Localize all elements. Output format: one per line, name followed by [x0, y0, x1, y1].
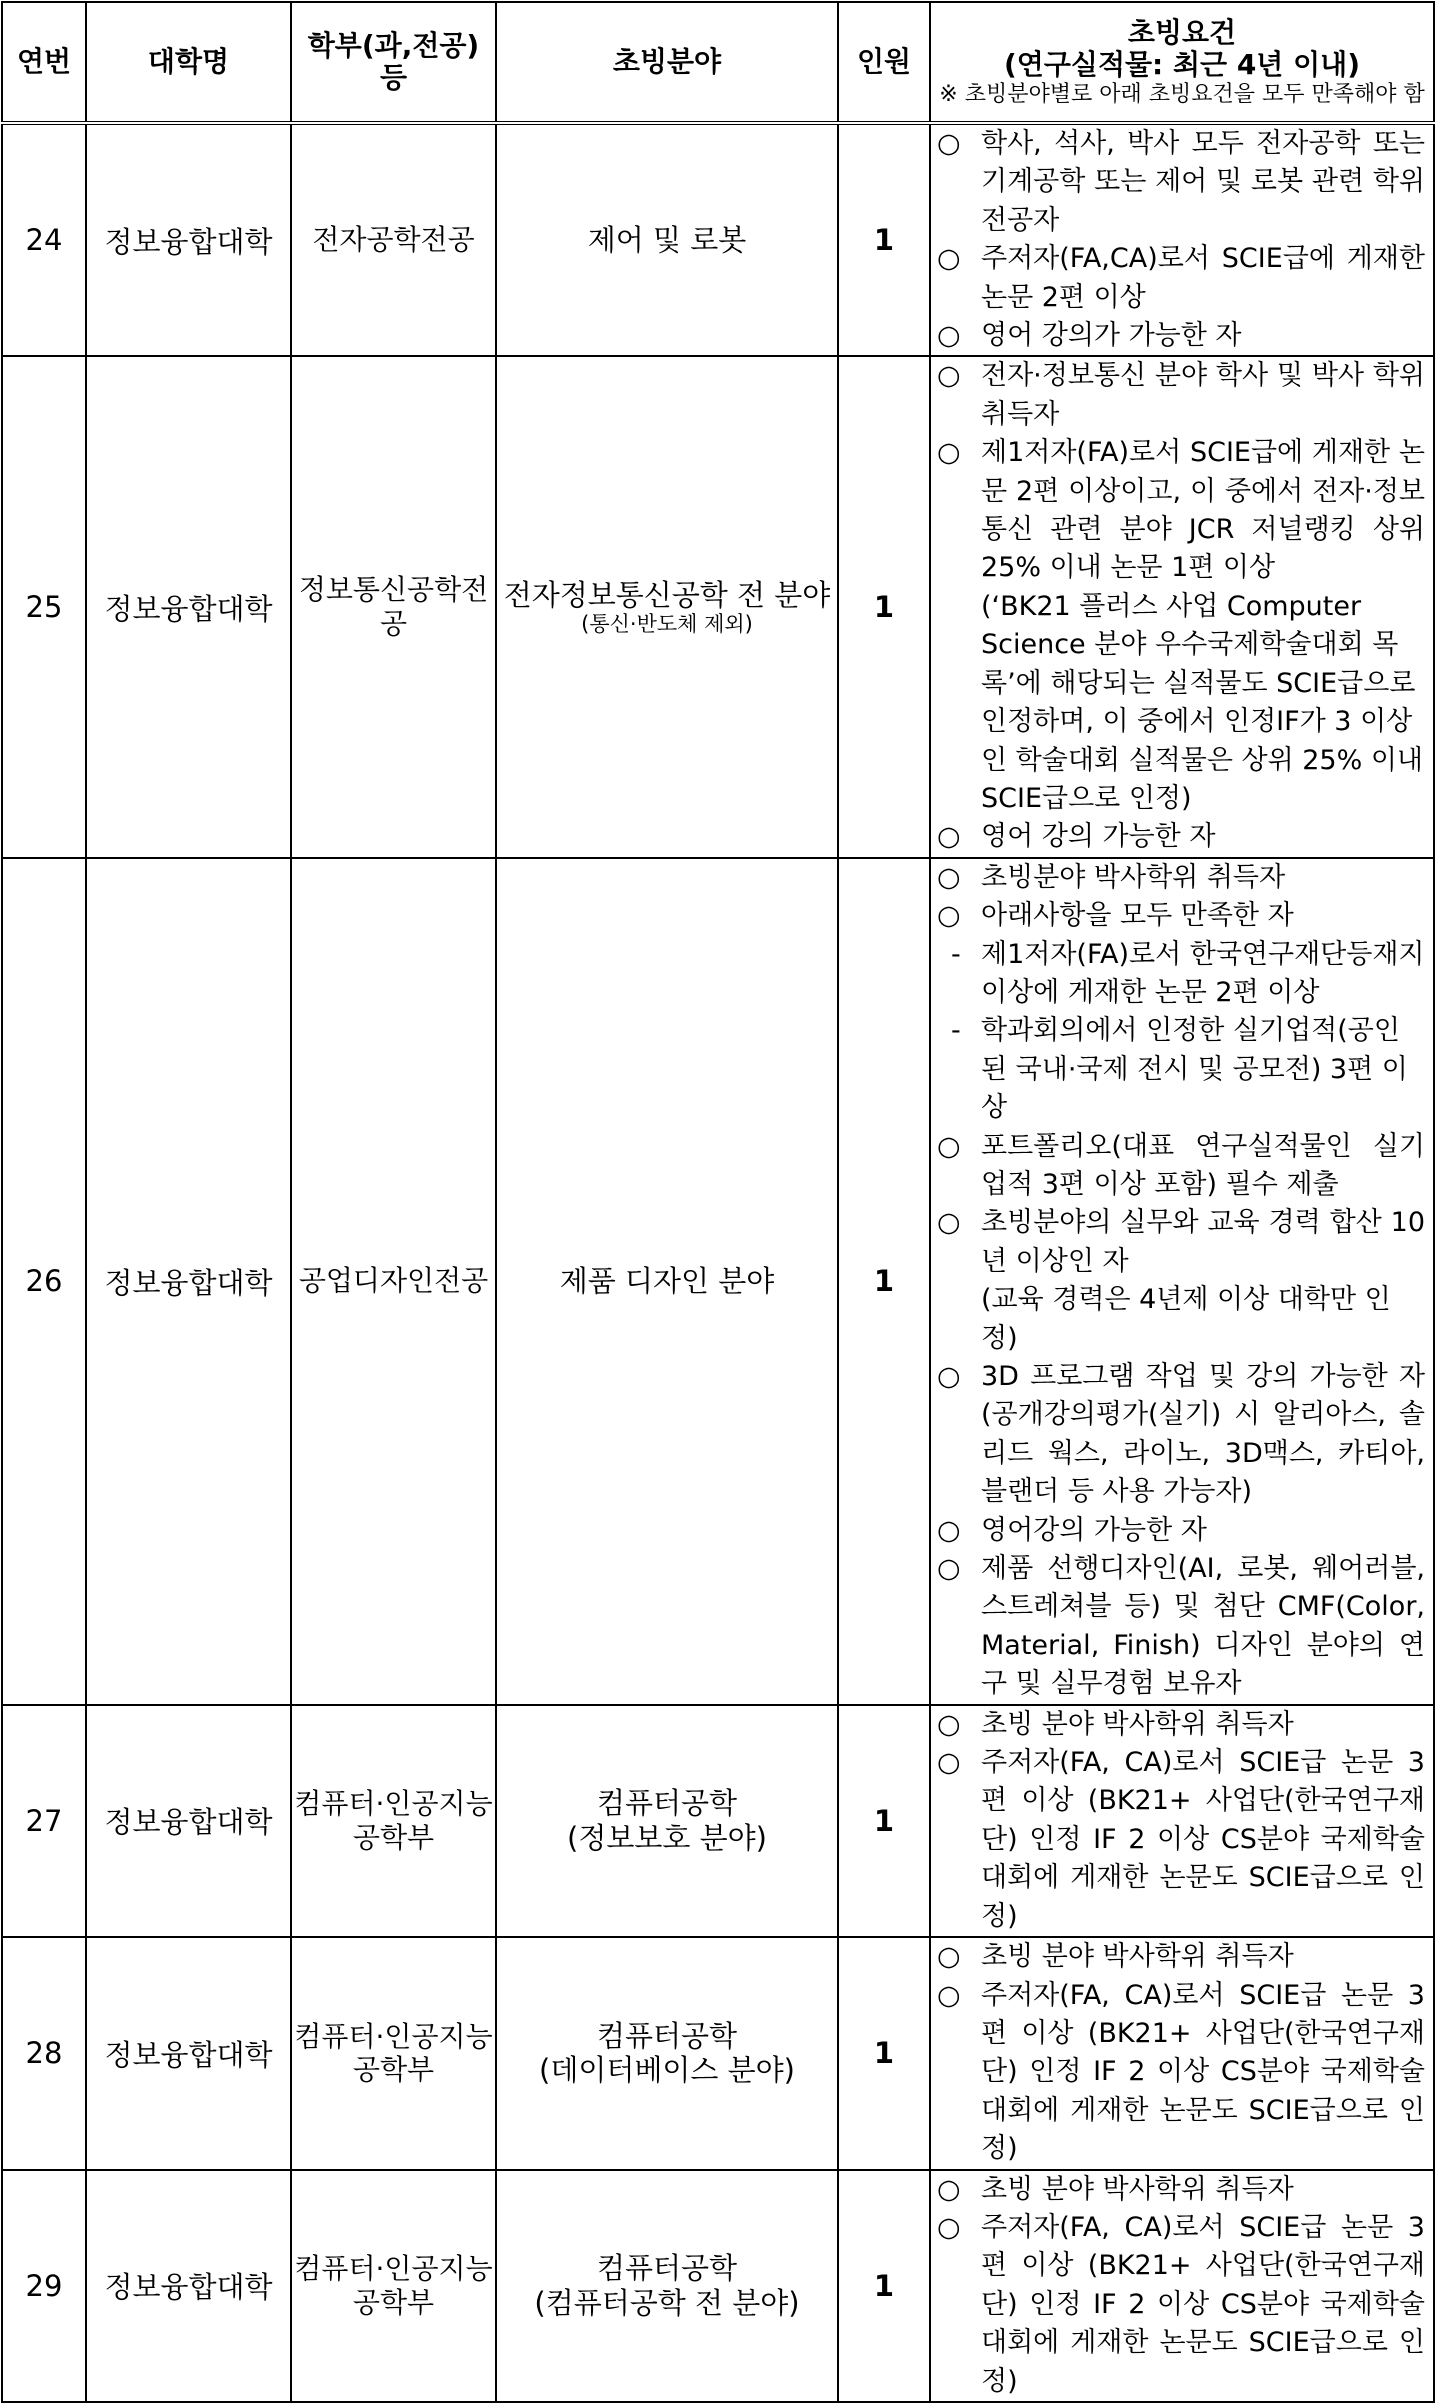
requirement-text: 영어강의 가능한 자 [981, 1514, 1207, 1546]
requirement-item [937, 240, 1425, 317]
requirement-item [937, 818, 1425, 856]
requirements-cell [930, 356, 1434, 857]
requirements-cell [930, 123, 1434, 356]
department-line: 컴퓨터·인공지능 [294, 2252, 493, 2286]
circle-bullet-icon: ○ [937, 821, 961, 853]
header-university: 대학명 [86, 2, 291, 123]
headcount: 1 [838, 1937, 930, 2169]
requirement-item [937, 1744, 1425, 1936]
requirement-text: 주저자(FA,CA)로서 SCIE급에 게재한 논문 2편 이상 [981, 243, 1425, 313]
header-department: 학부(과,전공) 등 [291, 2, 496, 123]
requirement-text: 아래사항을 모두 만족한 자 [981, 900, 1294, 932]
field-main: 컴퓨터공학 [596, 2250, 738, 2285]
row-number: 29 [2, 2170, 86, 2402]
circle-bullet-icon: ○ [937, 1361, 961, 1392]
header-requirements-note: ※ 초빙분야별로 아래 초빙요건을 모두 만족해야 함 [939, 81, 1425, 107]
recruitment-field [496, 2170, 838, 2402]
requirement-item [937, 317, 1425, 355]
requirement-text: 초빙 분야 박사학위 취득자 [981, 2173, 1294, 2205]
field-sub: (데이터베이스 분야) [539, 2053, 795, 2088]
requirement-text: (교육 경력은 4년제 이상 대학만 인정) [981, 1284, 1391, 1354]
university-name: 정보융합대학 [86, 123, 291, 356]
requirement-text: 포트폴리오(대표 연구실적물인 실기업적 3편 이상 포함) 필수 제출 [981, 1130, 1425, 1200]
circle-bullet-icon: ○ [937, 900, 961, 932]
department-line: 공업디자인전공 [298, 1264, 489, 1298]
table-row [2, 123, 1434, 356]
requirement-item [937, 125, 1425, 240]
requirement-item [937, 1550, 1425, 1704]
field-main: 제어 및 로봇 [587, 222, 747, 257]
circle-bullet-icon: ○ [937, 1553, 961, 1585]
headcount: 1 [838, 858, 930, 1705]
circle-bullet-icon: ○ [937, 1207, 961, 1239]
requirement-text: 초빙분야의 실무와 교육 경력 합산 10년 이상인 자 [981, 1207, 1425, 1277]
recruitment-field [496, 356, 838, 857]
requirement-text: 초빙 분야 박사학위 취득자 [981, 1941, 1294, 1973]
circle-bullet-icon: ○ [937, 360, 961, 392]
requirement-note [937, 1281, 1425, 1358]
circle-bullet-icon: ○ [937, 128, 961, 159]
requirement-text: 전자·정보통신 분야 학사 및 박사 학위 취득자 [981, 360, 1425, 430]
requirement-item [937, 2171, 1425, 2209]
requirement-subitem [937, 936, 1425, 1013]
requirement-text: 주저자(FA, CA)로서 SCIE급 논문 3편 이상 (BK21+ 사업단(한국연구재단) 인정 IF 2 이상 CS분야 국제학술대회에 게재한 논문도 SCIE급으로 인정) [981, 1979, 1425, 2165]
circle-bullet-icon: ○ [937, 1941, 961, 1973]
requirement-text: 학과회의에서 인정한 실기업적(공인된 국내·국제 전시 및 공모전) 3편 이상 [981, 1015, 1408, 1124]
requirements-cell [930, 2170, 1434, 2402]
requirement-item [937, 1128, 1425, 1205]
requirement-text: (‘BK21 플러스 사업 Computer Science 분야 우수국제학술대회 목록’에 해당되는 실적물도 SCIE급으로 인정하며, 이 중에서 인정IF가 3 이상인 학술대회 실적물은 상위 25% 이내 SCIE급으로 인정) [981, 590, 1423, 814]
requirement-item [937, 357, 1425, 434]
field-sub: (컴퓨터공학 전 분야) [534, 2285, 800, 2320]
requirements-cell [930, 1937, 1434, 2169]
requirement-text: 주저자(FA, CA)로서 SCIE급 논문 3편 이상 (BK21+ 사업단(한국연구재단) 인정 IF 2 이상 CS분야 국제학술대회에 게재한 논문도 SCIE급으로 인정) [981, 2211, 1425, 2397]
row-number: 28 [2, 1937, 86, 2169]
row-number: 25 [2, 356, 86, 857]
circle-bullet-icon: ○ [937, 1747, 961, 1779]
requirement-text: 제1저자(FA)로서 한국연구재단등재지 이상에 게재한 논문 2편 이상 [981, 938, 1425, 1008]
recruitment-field [496, 1937, 838, 2169]
requirement-item [937, 1358, 1425, 1512]
requirement-text: 초빙분야 박사학위 취득자 [981, 861, 1286, 893]
requirement-item [937, 1706, 1425, 1744]
field-main: 컴퓨터공학 [596, 1786, 738, 1821]
requirement-item [937, 1204, 1425, 1281]
requirement-item [937, 897, 1425, 935]
requirement-text: 주저자(FA, CA)로서 SCIE급 논문 3편 이상 (BK21+ 사업단(한국연구재단) 인정 IF 2 이상 CS분야 국제학술대회에 게재한 논문도 SCIE급으로 인정) [981, 1747, 1425, 1932]
requirement-text: 영어 강의가 가능한 자 [981, 320, 1242, 352]
recruitment-field [496, 1705, 838, 1937]
requirement-item [937, 1938, 1425, 1976]
requirement-note [937, 588, 1425, 818]
field-main: 제품 디자인 분야 [559, 1263, 775, 1298]
circle-bullet-icon: ○ [937, 1130, 961, 1162]
field-sub: (통신·반도체 제외) [581, 611, 753, 636]
university-name: 정보융합대학 [86, 1937, 291, 2169]
requirements-cell [930, 1705, 1434, 1937]
table-row [2, 356, 1434, 857]
recruitment-table [1, 1, 1435, 2403]
department-name [291, 123, 496, 356]
requirement-item [937, 434, 1425, 588]
circle-bullet-icon: ○ [937, 1708, 961, 1740]
department-name [291, 1705, 496, 1937]
university-name: 정보융합대학 [86, 858, 291, 1705]
recruitment-field [496, 123, 838, 356]
department-line: 공학부 [352, 2285, 435, 2319]
department-line: 전자공학전공 [312, 223, 475, 257]
header-row [2, 2, 1434, 123]
headcount: 1 [838, 356, 930, 857]
requirement-text: 영어 강의 가능한 자 [981, 821, 1216, 853]
requirement-item [937, 2209, 1425, 2401]
requirement-item [937, 1977, 1425, 2169]
field-main: 컴퓨터공학 [596, 2018, 738, 2053]
header-requirements [930, 2, 1434, 123]
university-name: 정보융합대학 [86, 356, 291, 857]
table-row [2, 1705, 1434, 1937]
department-line: 정보통신공학전공 [298, 573, 489, 641]
circle-bullet-icon: ○ [937, 437, 961, 469]
table-row [2, 2170, 1434, 2402]
table-row [2, 858, 1434, 1705]
circle-bullet-icon: ○ [937, 1979, 961, 2011]
requirement-text: 3D 프로그램 작업 및 강의 가능한 자 (공개강의평가(실기) 시 알리아스, 솔리드 웍스, 라이노, 3D맥스, 카티아, 블랜더 등 사용 가능자) [981, 1361, 1425, 1508]
department-line: 공학부 [352, 2053, 435, 2087]
department-line: 컴퓨터·인공지능 [294, 1787, 493, 1821]
header-count: 인원 [838, 2, 930, 123]
header-requirements-title: 초빙요건 [1127, 16, 1237, 50]
row-number: 26 [2, 858, 86, 1705]
field-sub: (정보보호 분야) [567, 1820, 767, 1855]
circle-bullet-icon: ○ [937, 1514, 961, 1546]
department-name [291, 356, 496, 857]
department-name [291, 1937, 496, 2169]
circle-bullet-icon: ○ [937, 2173, 961, 2205]
dash-bullet-icon: - [951, 1015, 961, 1047]
requirement-text: 초빙 분야 박사학위 취득자 [981, 1708, 1294, 1740]
header-no: 연번 [2, 2, 86, 123]
row-number: 24 [2, 123, 86, 356]
dash-bullet-icon: - [951, 938, 961, 970]
headcount: 1 [838, 123, 930, 356]
header-field: 초빙분야 [496, 2, 838, 123]
department-line: 컴퓨터·인공지능 [294, 2019, 493, 2053]
circle-bullet-icon: ○ [937, 320, 961, 352]
recruitment-field [496, 858, 838, 1705]
requirement-text: 학사, 석사, 박사 모두 전자공학 또는 기계공학 또는 제어 및 로봇 관련 학위 전공자 [981, 128, 1425, 236]
table-row [2, 1937, 1434, 2169]
requirement-item [937, 1512, 1425, 1550]
requirements-cell [930, 858, 1434, 1705]
headcount: 1 [838, 1705, 930, 1937]
row-number: 27 [2, 1705, 86, 1937]
header-requirements-subtitle: (연구실적물: 최근 4년 이내) [1004, 48, 1360, 82]
headcount: 1 [838, 2170, 930, 2402]
university-name: 정보융합대학 [86, 2170, 291, 2402]
requirement-item [937, 859, 1425, 897]
requirement-subitem [937, 1012, 1425, 1127]
circle-bullet-icon: ○ [937, 2211, 961, 2243]
circle-bullet-icon: ○ [937, 861, 961, 893]
circle-bullet-icon: ○ [937, 243, 961, 275]
department-name [291, 2170, 496, 2402]
department-line: 공학부 [352, 1820, 435, 1854]
requirement-text: 제1저자(FA)로서 SCIE급에 게재한 논문 2편 이상이고, 이 중에서 전자·정보통신 관련 분야 JCR 저널랭킹 상위 25% 이내 논문 1편 이상 [981, 437, 1425, 584]
field-main: 전자정보통신공학 전 분야 [503, 578, 831, 613]
requirement-text: 제품 선행디자인(AI, 로봇, 웨어러블, 스트레쳐블 등) 및 첨단 CMF(Color, Material, Finish) 디자인 분야의 연구 및 실무경험 보유자 [981, 1553, 1425, 1700]
department-name [291, 858, 496, 1705]
university-name: 정보융합대학 [86, 1705, 291, 1937]
